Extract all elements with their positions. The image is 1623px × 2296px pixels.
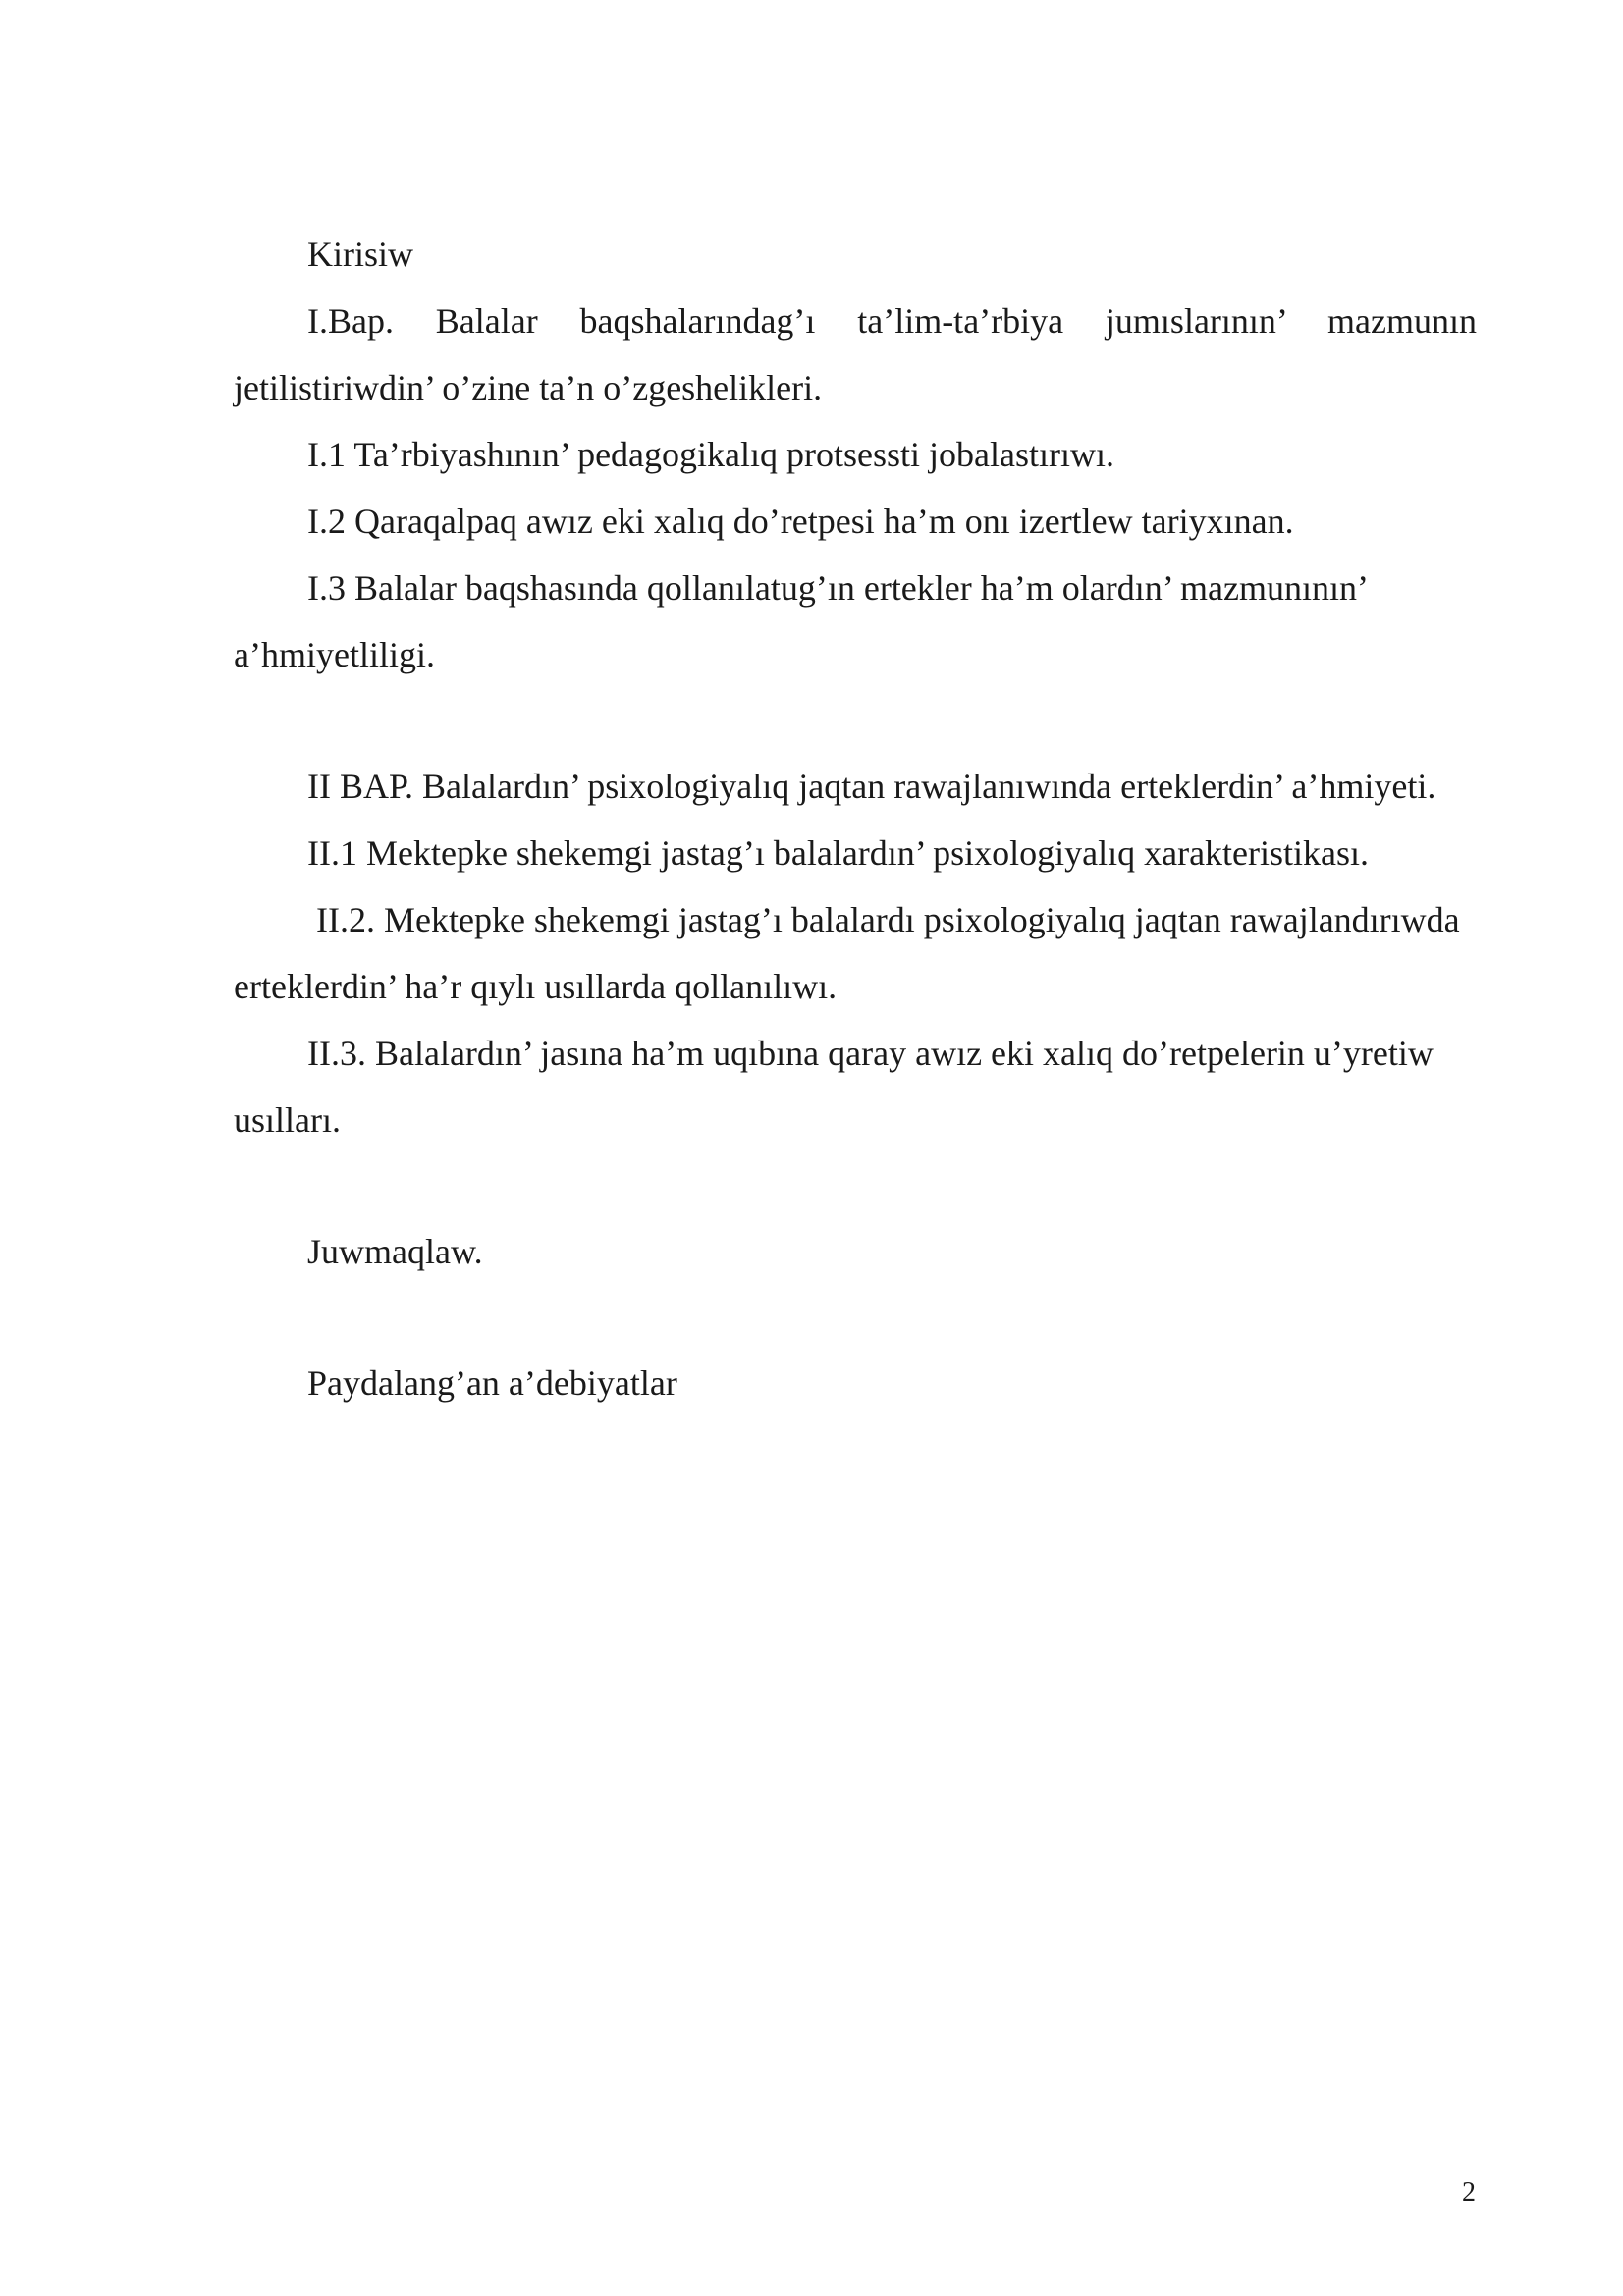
toc-entry-chapter-1: I.Bap. Balalar baqshalarındag’ı ta’lim-ta’rbiya jumıslarının’ mazmunın jetilistiriwdin’ o’zine ta’n o’zgeshelikleri. [234,301,1477,407]
toc-entry-conclusion: Juwmaqlaw. [307,1232,483,1271]
table-of-contents [234,221,1477,1416]
toc-entry-section-1-3: I.3 Balalar baqshasında qollanılatug’ın ertekler ha’m olardın’ mazmunının’ a’hmiyetliligi. [234,568,1367,674]
page-number: 2 [1462,2177,1476,2208]
toc-entry-section-2-3: II.3. Balalardın’ jasına ha’m uqıbına qaray awız eki xalıq do’retpelerin u’yretiw usılları. [234,1034,1434,1140]
spacer [234,1153,1477,1218]
toc-entry-chapter-2: II BAP. Balalardın’ psixologiyalıq jaqtan rawajlanıwında erteklerdin’ a’hmiyeti. [307,767,1436,806]
toc-entry-section-2-2: II.2. Mektepke shekemgi jastag’ı balalardı psixologiyalıq jaqtan rawajlandırıwda erteklerdin’ ha’r qıylı usıllarda qollanılıwı. [234,900,1460,1006]
toc-entry-references: Paydalang’an a’debiyatlar [307,1363,677,1403]
toc-entry-section-1-1: I.1 Ta’rbiyashının’ pedagogikalıq protsessti jobalastırıwı. [307,435,1114,474]
spacer [234,688,1477,753]
spacer [234,1285,1477,1350]
toc-entry-section-1-2: I.2 Qaraqalpaq awız eki xalıq do’retpesi ha’m onı izertlew tariyxınan. [307,502,1294,541]
toc-entry-section-2-1: II.1 Mektepke shekemgi jastag’ı balalardın’ psixologiyalıq xarakteristikası. [307,833,1370,873]
toc-entry-intro: Kirisiw [307,235,413,274]
